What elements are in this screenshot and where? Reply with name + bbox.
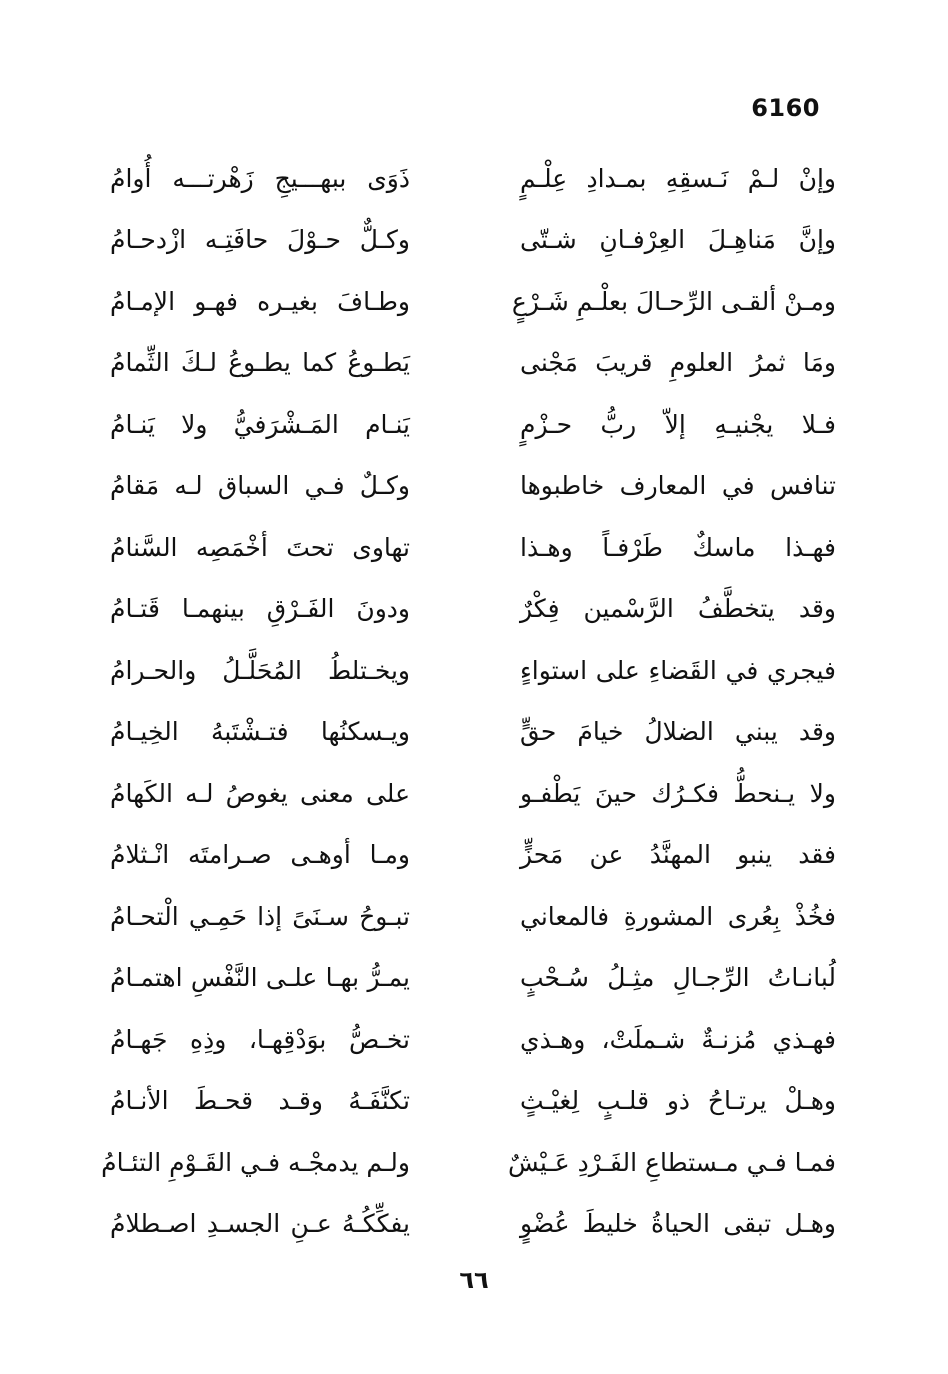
poem: [100, 148, 848, 1255]
verse-second-hemistich: ولـم يدمجْـه فـي القَـوْمِ التئـامُ: [101, 1147, 410, 1177]
verse-5: [100, 394, 848, 456]
verse-second-hemistich: يَطـوعُ كما يطـوعُ لـكَ الثِّمامُ: [110, 348, 410, 378]
verse-9: [100, 640, 848, 702]
verse-second-hemistich: يمـرُّ بهـا علـى النَّفْسِ اهتمـامُ: [110, 963, 410, 993]
verse-11: [100, 763, 848, 825]
verse-first-hemistich: ولا يـنحطُّ فكـرُك حينَ يَطْفـو: [520, 778, 836, 808]
verse-8: [100, 579, 848, 641]
verse-second-hemistich: ومـا أوهـى صـرامتَه انْـثلامُ: [110, 840, 410, 870]
verse-second-hemistich: تبـوحُ سـنَىً إذا حَمِـي الْتحـامُ: [110, 901, 410, 931]
verse-second-hemistich: وكـلٌ فـي السباق لـه مَقامُ: [110, 471, 410, 501]
verse-first-hemistich: وإنَّ مَناهِـلَ العِرْفـانِ شـتّى: [520, 225, 836, 255]
verse-10: [100, 702, 848, 764]
verse-second-hemistich: ويخـتلطُ المُحَلَّـلُ والحـرامُ: [110, 655, 410, 685]
verse-first-hemistich: وهـل تبقى الحياةُ خليطَ عُضْوٍ: [520, 1209, 836, 1239]
page-number: ٦٦: [459, 1266, 489, 1294]
verse-first-hemistich: وقد يبني الضلالُ خيامَ حقٍّ: [520, 717, 836, 747]
verse-second-hemistich: يفكِّكُـهُ عـنِ الجسـدِ اصـطلامُ: [110, 1209, 410, 1239]
verse-second-hemistich: ويـسكنُها فتـشْتَبهُ الخِيـامُ: [110, 717, 410, 747]
verse-first-hemistich: ومـنْ ألقـى الرِّحـالَ بعلْـمِ شَـرْعٍ: [511, 286, 836, 316]
verse-4: [100, 333, 848, 395]
verse-first-hemistich: فخُذْ بِعُرى المشورةِ فالمعاني: [520, 901, 836, 931]
verse-3: [100, 271, 848, 333]
page-id: 6160: [751, 94, 820, 122]
verse-first-hemistich: تنافس في المعارف خاطبوها: [520, 471, 836, 501]
verse-first-hemistich: لُبانـاتُ الرِّجـالِ مثِـلُ سُـحْبٍ: [520, 963, 836, 993]
verse-first-hemistich: وإنْ لـمْ نَـسقِهِ بمـدادِ عِلْـمٍ: [520, 163, 836, 193]
verse-1: [100, 148, 848, 210]
verse-first-hemistich: فـلا يجْنيـهِ إلاّ ربُّ حـزْمٍ: [520, 409, 836, 439]
verse-second-hemistich: وكـلٌّ حـوْلَ حافَتِـه ازْدحـامُ: [110, 225, 410, 255]
verse-17: [100, 1132, 848, 1194]
verse-first-hemistich: فقد ينبو المهنَّدُ عن مَحزٍّ: [520, 840, 836, 870]
verse-second-hemistich: يَنـام المَـشْرَفيُّ ولا يَنـامُ: [110, 409, 410, 439]
verse-15: [100, 1009, 848, 1071]
verse-first-hemistich: وقد يتخطَّفُ الرَّسْمين فِكْرٌ: [520, 594, 836, 624]
verse-18: [100, 1194, 848, 1256]
verse-7: [100, 517, 848, 579]
verse-14: [100, 948, 848, 1010]
verse-second-hemistich: تهاوى تحتَ أخْمَصِه السَّنامُ: [110, 532, 410, 562]
verse-first-hemistich: فمـا فـي مـستطاعِ الفَـرْدِ عَـيْشٌ: [508, 1147, 836, 1177]
verse-second-hemistich: تخـصُّ بوَدْقِهـا، وذِهِ جَهـامُ: [110, 1024, 410, 1054]
verse-2: [100, 210, 848, 272]
verse-second-hemistich: وطـافَ بغيـره فهـو الإمـامُ: [110, 286, 410, 316]
verse-13: [100, 886, 848, 948]
verse-second-hemistich: ذَوَى ببهـــيجِ زَهْرتـــه أُوامُ: [110, 163, 410, 193]
verse-first-hemistich: فهـذي مُزنـةٌ شـملَتْ، وهـذي: [520, 1024, 836, 1054]
verse-second-hemistich: تكنَّفَـهُ وقـد قحـطَ الأنـامُ: [110, 1086, 410, 1116]
verse-6: [100, 456, 848, 518]
verse-second-hemistich: على معنى يغوصُ لـه الكَهامُ: [110, 778, 410, 808]
verse-12: [100, 825, 848, 887]
verse-16: [100, 1071, 848, 1133]
verse-first-hemistich: فهـذا ماسكٌ طَرْفـاً وهـذا: [520, 532, 836, 562]
verse-first-hemistich: ومَا ثمرُ العلومِ قريبَ مَجْنى: [520, 348, 836, 378]
verse-first-hemistich: وهـلْ يرتـاحُ ذو قلـبٍ لِغيْـثٍ: [520, 1086, 836, 1116]
verse-second-hemistich: ودونَ الفَـرْقِ بينهمـا قَتـامُ: [110, 594, 410, 624]
verse-first-hemistich: فيجري في القَضاءِ على استواءٍ: [520, 655, 836, 685]
